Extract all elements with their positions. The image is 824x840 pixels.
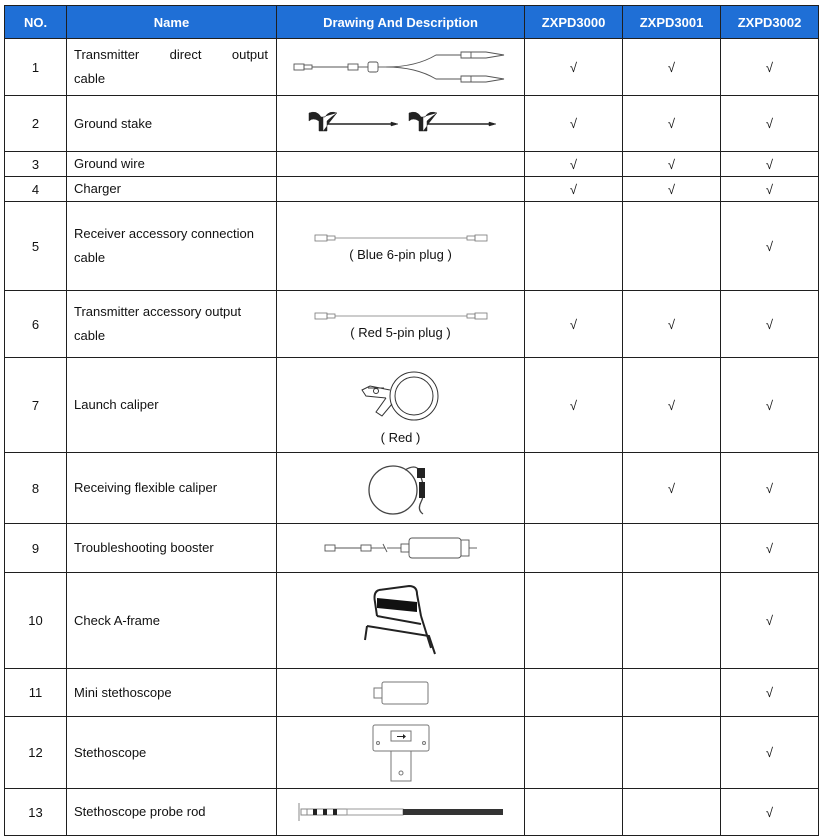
row-number: 10 (5, 573, 67, 669)
check-zxpd3000: √ (525, 39, 623, 96)
launch-caliper-drawing (356, 366, 446, 428)
item-name-line: cable (74, 71, 106, 86)
row-number: 8 (5, 453, 67, 524)
direct-output-cable-drawing (286, 47, 516, 87)
row-number: 12 (5, 717, 67, 789)
item-name: Ground wire (67, 152, 277, 177)
check-zxpd3000: √ (525, 177, 623, 202)
item-name-line: cable (74, 328, 106, 343)
check-zxpd3001 (623, 202, 721, 291)
check-zxpd3001 (623, 717, 721, 789)
header-name: Name (67, 6, 277, 39)
check-zxpd3002: √ (721, 96, 819, 152)
table-row (5, 717, 819, 789)
header-zxpd3000: ZXPD3000 (525, 6, 623, 39)
item-drawing (277, 524, 525, 573)
table-row (5, 573, 819, 669)
check-zxpd3001: √ (623, 177, 721, 202)
check-zxpd3001 (623, 573, 721, 669)
item-name (67, 291, 277, 358)
item-name: Check A-frame (67, 573, 277, 669)
header-zxpd3001: ZXPD3001 (623, 6, 721, 39)
check-zxpd3000: √ (525, 96, 623, 152)
row-number: 1 (5, 39, 67, 96)
check-zxpd3000 (525, 202, 623, 291)
drawing-caption: ( Red 5-pin plug ) (350, 324, 451, 340)
item-name: Stethoscope (67, 717, 277, 789)
row-number: 9 (5, 524, 67, 573)
row-number: 2 (5, 96, 67, 152)
check-zxpd3001: √ (623, 96, 721, 152)
check-zxpd3001 (623, 789, 721, 836)
check-zxpd3002: √ (721, 152, 819, 177)
drawing-caption: ( Red ) (380, 429, 421, 445)
check-zxpd3001: √ (623, 39, 721, 96)
item-drawing (277, 789, 525, 836)
check-zxpd3001 (623, 669, 721, 717)
row-number: 11 (5, 669, 67, 717)
row-number: 3 (5, 152, 67, 177)
ground-stake-drawing (301, 107, 501, 141)
item-drawing (277, 291, 525, 358)
check-zxpd3002: √ (721, 524, 819, 573)
check-zxpd3000 (525, 717, 623, 789)
check-zxpd3000 (525, 789, 623, 836)
item-drawing (277, 573, 525, 669)
item-drawing (277, 152, 525, 177)
check-zxpd3002: √ (721, 573, 819, 669)
item-name: Launch caliper (67, 358, 277, 453)
transmitter-output-cable-drawing (311, 309, 491, 323)
mini-stethoscope-drawing (370, 678, 432, 708)
flexible-caliper-drawing (365, 458, 437, 518)
item-drawing (277, 96, 525, 152)
check-zxpd3000: √ (525, 152, 623, 177)
check-zxpd3002: √ (721, 202, 819, 291)
check-zxpd3002: √ (721, 177, 819, 202)
receiver-connection-cable-drawing (311, 231, 491, 245)
check-a-frame-drawing (359, 582, 443, 660)
item-drawing (277, 453, 525, 524)
item-name: Mini stethoscope (67, 669, 277, 717)
item-name (67, 39, 277, 96)
table-row (5, 669, 819, 717)
item-name: Charger (67, 177, 277, 202)
header-zxpd3002: ZXPD3002 (721, 6, 819, 39)
check-zxpd3002: √ (721, 358, 819, 453)
check-zxpd3000: √ (525, 291, 623, 358)
row-number: 7 (5, 358, 67, 453)
table-row (5, 524, 819, 573)
check-zxpd3000 (525, 669, 623, 717)
check-zxpd3002: √ (721, 291, 819, 358)
item-name-line: cable (74, 250, 106, 265)
item-name-line: Transmitter direct output (74, 47, 268, 62)
item-drawing (277, 669, 525, 717)
header-no: NO. (5, 6, 67, 39)
table-row (5, 152, 819, 177)
check-zxpd3001: √ (623, 453, 721, 524)
item-drawing (277, 177, 525, 202)
header-drawing: Drawing And Description (277, 6, 525, 39)
check-zxpd3002: √ (721, 453, 819, 524)
check-zxpd3001: √ (623, 291, 721, 358)
row-number: 13 (5, 789, 67, 836)
item-name: Troubleshooting booster (67, 524, 277, 573)
check-zxpd3002: √ (721, 789, 819, 836)
accessory-table (4, 5, 819, 836)
item-name: Receiving flexible caliper (67, 453, 277, 524)
stethoscope-drawing (369, 721, 433, 785)
table-row (5, 453, 819, 524)
item-drawing (277, 39, 525, 96)
table-row (5, 39, 819, 96)
check-zxpd3000 (525, 573, 623, 669)
check-zxpd3002: √ (721, 669, 819, 717)
check-zxpd3001: √ (623, 358, 721, 453)
table-row (5, 177, 819, 202)
row-number: 4 (5, 177, 67, 202)
row-number: 6 (5, 291, 67, 358)
table-row (5, 96, 819, 152)
check-zxpd3002: √ (721, 39, 819, 96)
table-row (5, 789, 819, 836)
item-name-line: Transmitter accessory output (74, 304, 242, 319)
item-drawing (277, 202, 525, 291)
item-name: Stethoscope probe rod (67, 789, 277, 836)
troubleshooting-booster-drawing (321, 534, 481, 562)
check-zxpd3001: √ (623, 152, 721, 177)
table-row (5, 202, 819, 291)
item-name-line: Receiver accessory connection (74, 226, 254, 241)
table-row (5, 358, 819, 453)
check-zxpd3001 (623, 524, 721, 573)
item-drawing (277, 358, 525, 453)
drawing-caption: ( Blue 6-pin plug ) (349, 246, 452, 262)
check-zxpd3002: √ (721, 717, 819, 789)
row-number: 5 (5, 202, 67, 291)
probe-rod-drawing (293, 799, 509, 825)
item-drawing (277, 717, 525, 789)
header-row (5, 6, 819, 39)
check-zxpd3000: √ (525, 358, 623, 453)
check-zxpd3000 (525, 453, 623, 524)
table-row (5, 291, 819, 358)
check-zxpd3000 (525, 524, 623, 573)
item-name (67, 202, 277, 291)
item-name: Ground stake (67, 96, 277, 152)
